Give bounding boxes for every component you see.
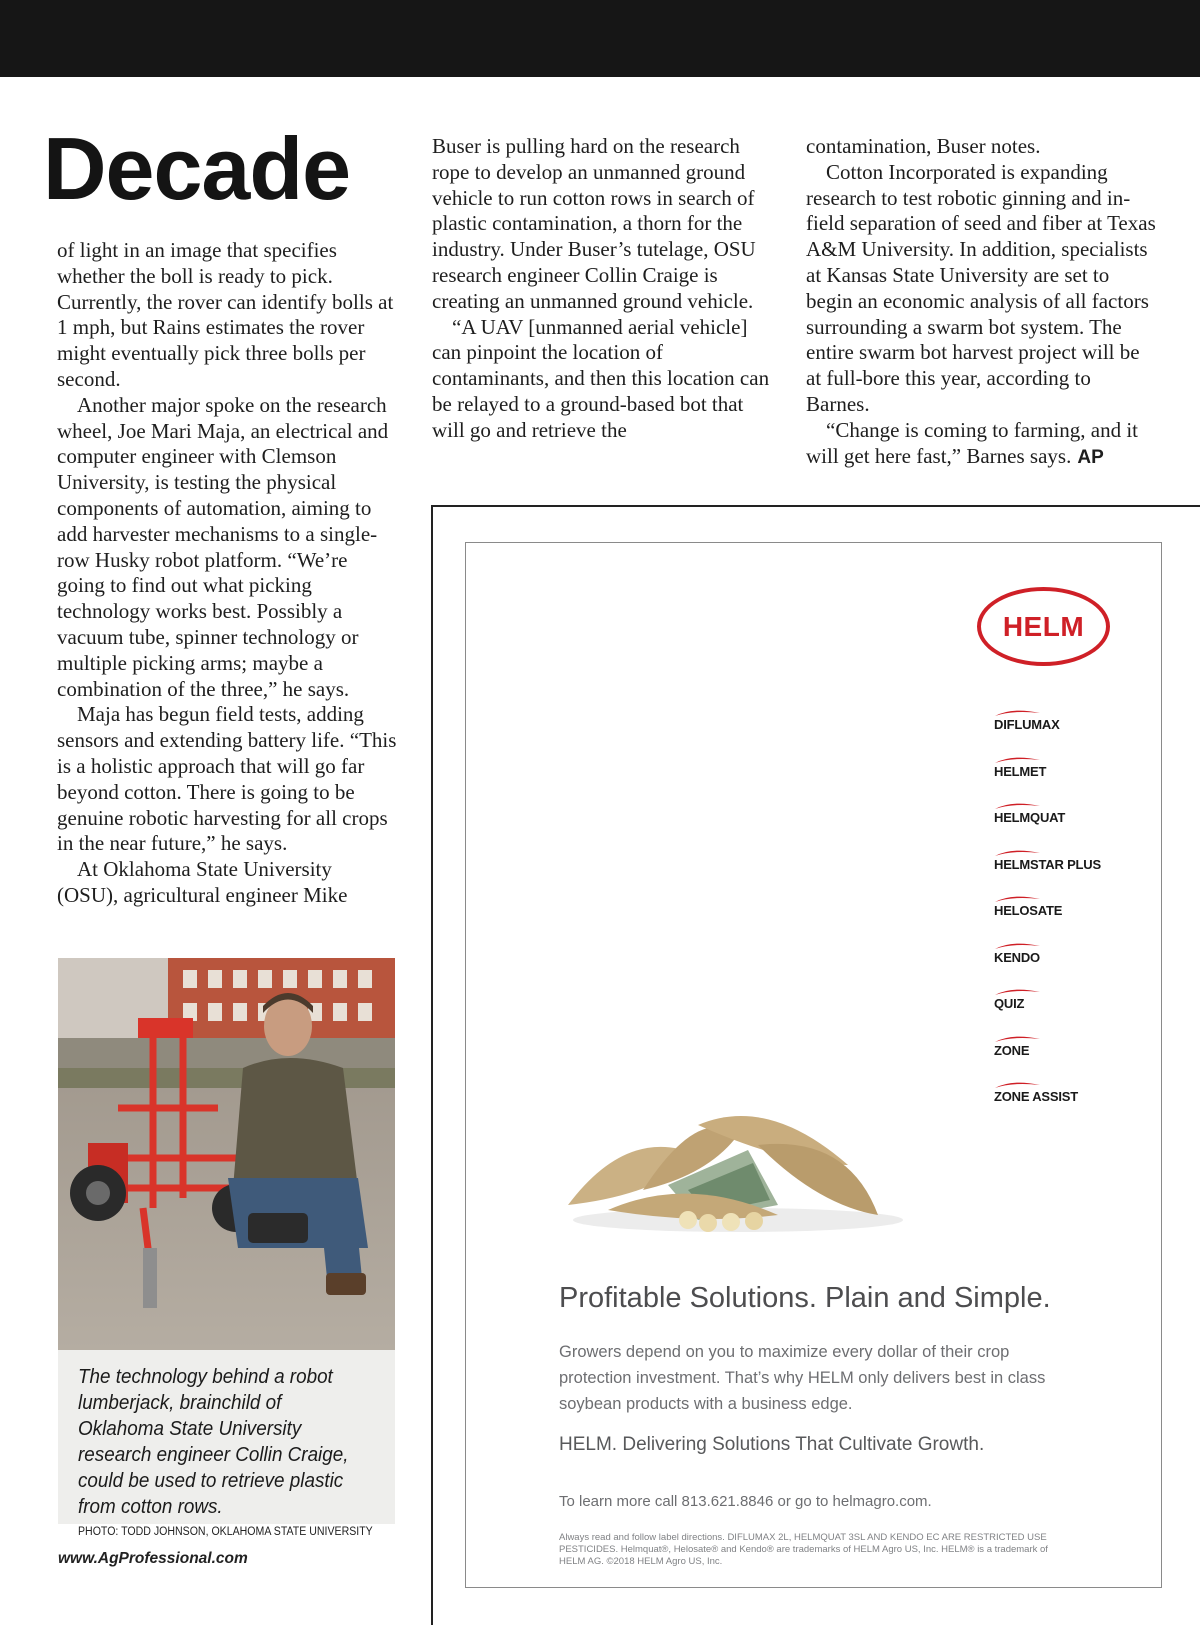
paragraph: Maja has begun field tests, adding sensors and extending battery life. “This is a holistic approach that will go far beyond cotton. There is going to be genuine robotic harvesting for all crops in the near future,” he says. (57, 702, 397, 856)
product-name: DIFLUMAX (994, 717, 1060, 732)
product-item (994, 800, 1154, 847)
product-item (994, 754, 1154, 801)
swoosh-icon (994, 707, 1042, 717)
product-item (994, 1079, 1154, 1126)
end-mark: AP (1077, 446, 1104, 468)
helm-logo-text: HELM (1002, 610, 1085, 642)
ad-contact[interactable]: To learn more call 813.621.8846 or go to helmagro.com. (559, 1493, 932, 1510)
ad-headline: Profitable Solutions. Plain and Simple. (559, 1282, 1051, 1314)
paragraph-text: “Change is coming to farming, and it will get here fast,” Barnes says. (806, 417, 1139, 468)
ad-tagline: HELM. Delivering Solutions That Cultivate Growth. (559, 1434, 985, 1455)
paragraph: Cotton Incorporated is expanding research to test robotic ginning and in-field separation of seed and fiber at Texas A&M University. In addition, specialists at Kansas State University are set to begin an economic analysis of all factors surrounding a swarm bot system. The entire swarm bot harvest project will be at full-bore this year, according to Barnes. (806, 159, 1156, 416)
article-column-1 (57, 238, 397, 909)
product-list (994, 707, 1154, 1126)
paragraph: At Oklahoma State University (OSU), agricultural engineer Mike (57, 857, 348, 907)
paragraph: contamination, Buser notes. (806, 134, 1041, 158)
website-url[interactable]: www.AgProfessional.com (58, 1550, 248, 1567)
product-item (994, 847, 1154, 894)
photo-caption: The technology behind a robot lumberjack, brainchild of Oklahoma State University research engineer Collin Craige, could be used to retrieve plastic from cotton rows. (78, 1365, 349, 1518)
swoosh-icon (994, 1033, 1042, 1043)
article-column-2 (432, 134, 777, 444)
product-item (994, 893, 1154, 940)
product-item (994, 707, 1154, 754)
ad-fine-print: Always read and follow label directions. DIFLUMAX 2L, HELMQUAT 3SL AND KENDO EC ARE RESTRICTED USE PESTICIDES. Helmquat®, Helosate® and Kendo® are trademarks of HELM Agro US, Inc. HELM® is a trademark of HELM AG. ©2018 HELM Agro US, Inc. (559, 1532, 1048, 1567)
headline: Decade (43, 119, 351, 218)
product-name: HELMSTAR PLUS (994, 856, 1101, 872)
ad-body-text: Growers depend on you to maximize every dollar of their crop protection investment. That’s why HELM only delivers best in class soybean products with a business edge. (559, 1343, 1046, 1413)
article-column-3 (806, 134, 1156, 470)
product-name: KENDO (994, 949, 1040, 965)
photo-credit: PHOTO: TODD JOHNSON, OKLAHOMA STATE UNIVERSITY (78, 1526, 373, 1538)
product-name: ZONE ASSIST (994, 1089, 1078, 1104)
swoosh-icon (994, 800, 1042, 810)
swoosh-icon (994, 893, 1042, 903)
top-bar (0, 0, 1200, 77)
product-name: HELMET (994, 763, 1047, 779)
product-item (994, 1033, 1154, 1080)
product-name: ZONE (994, 1042, 1030, 1058)
helm-logo (977, 587, 1110, 666)
swoosh-icon (994, 940, 1042, 950)
paragraph: Buser is pulling hard on the research rope to develop an unmanned ground vehicle to run cotton rows in search of plastic contamination, a thorn for the industry. Under Buser’s tutelage, OSU research engineer Collin Craige is creating an unmanned ground vehicle. (432, 134, 756, 313)
swoosh-icon (994, 1079, 1042, 1089)
paragraph: “A UAV [unmanned aerial vehicle] can pinpoint the location of contaminants, and then this location can be relayed to a ground-based bot that will go and retrieve the (432, 314, 770, 442)
swoosh-icon (994, 986, 1042, 996)
robot-photo (58, 958, 395, 1350)
product-item (994, 986, 1154, 1033)
photo-caption-box (58, 1350, 395, 1538)
product-item (994, 940, 1154, 987)
paragraph: of light in an image that specifies whether the boll is ready to pick. Currently, the rover can identify bolls at 1 mph, but Rains estimates the rover might eventually pick three bolls per second. (57, 238, 394, 391)
soybean-pods-image (548, 1095, 908, 1245)
product-name: HELMQUAT (994, 810, 1066, 825)
swoosh-icon (994, 847, 1042, 857)
paragraph (806, 418, 1156, 471)
product-name: QUIZ (994, 996, 1025, 1011)
swoosh-icon (994, 754, 1042, 764)
product-name: HELOSATE (994, 903, 1063, 918)
paragraph: Another major spoke on the research wheel, Joe Mari Maja, an electrical and computer engineer with Clemson University, is testing the physical components of automation, aiming to add harvester mechanisms to a single-row Husky robot platform. “We’re going to find out what picking technology works best. Possibly a vacuum tube, spinner technology or multiple picking arms; maybe a combination of the three,” he says. (57, 392, 389, 701)
